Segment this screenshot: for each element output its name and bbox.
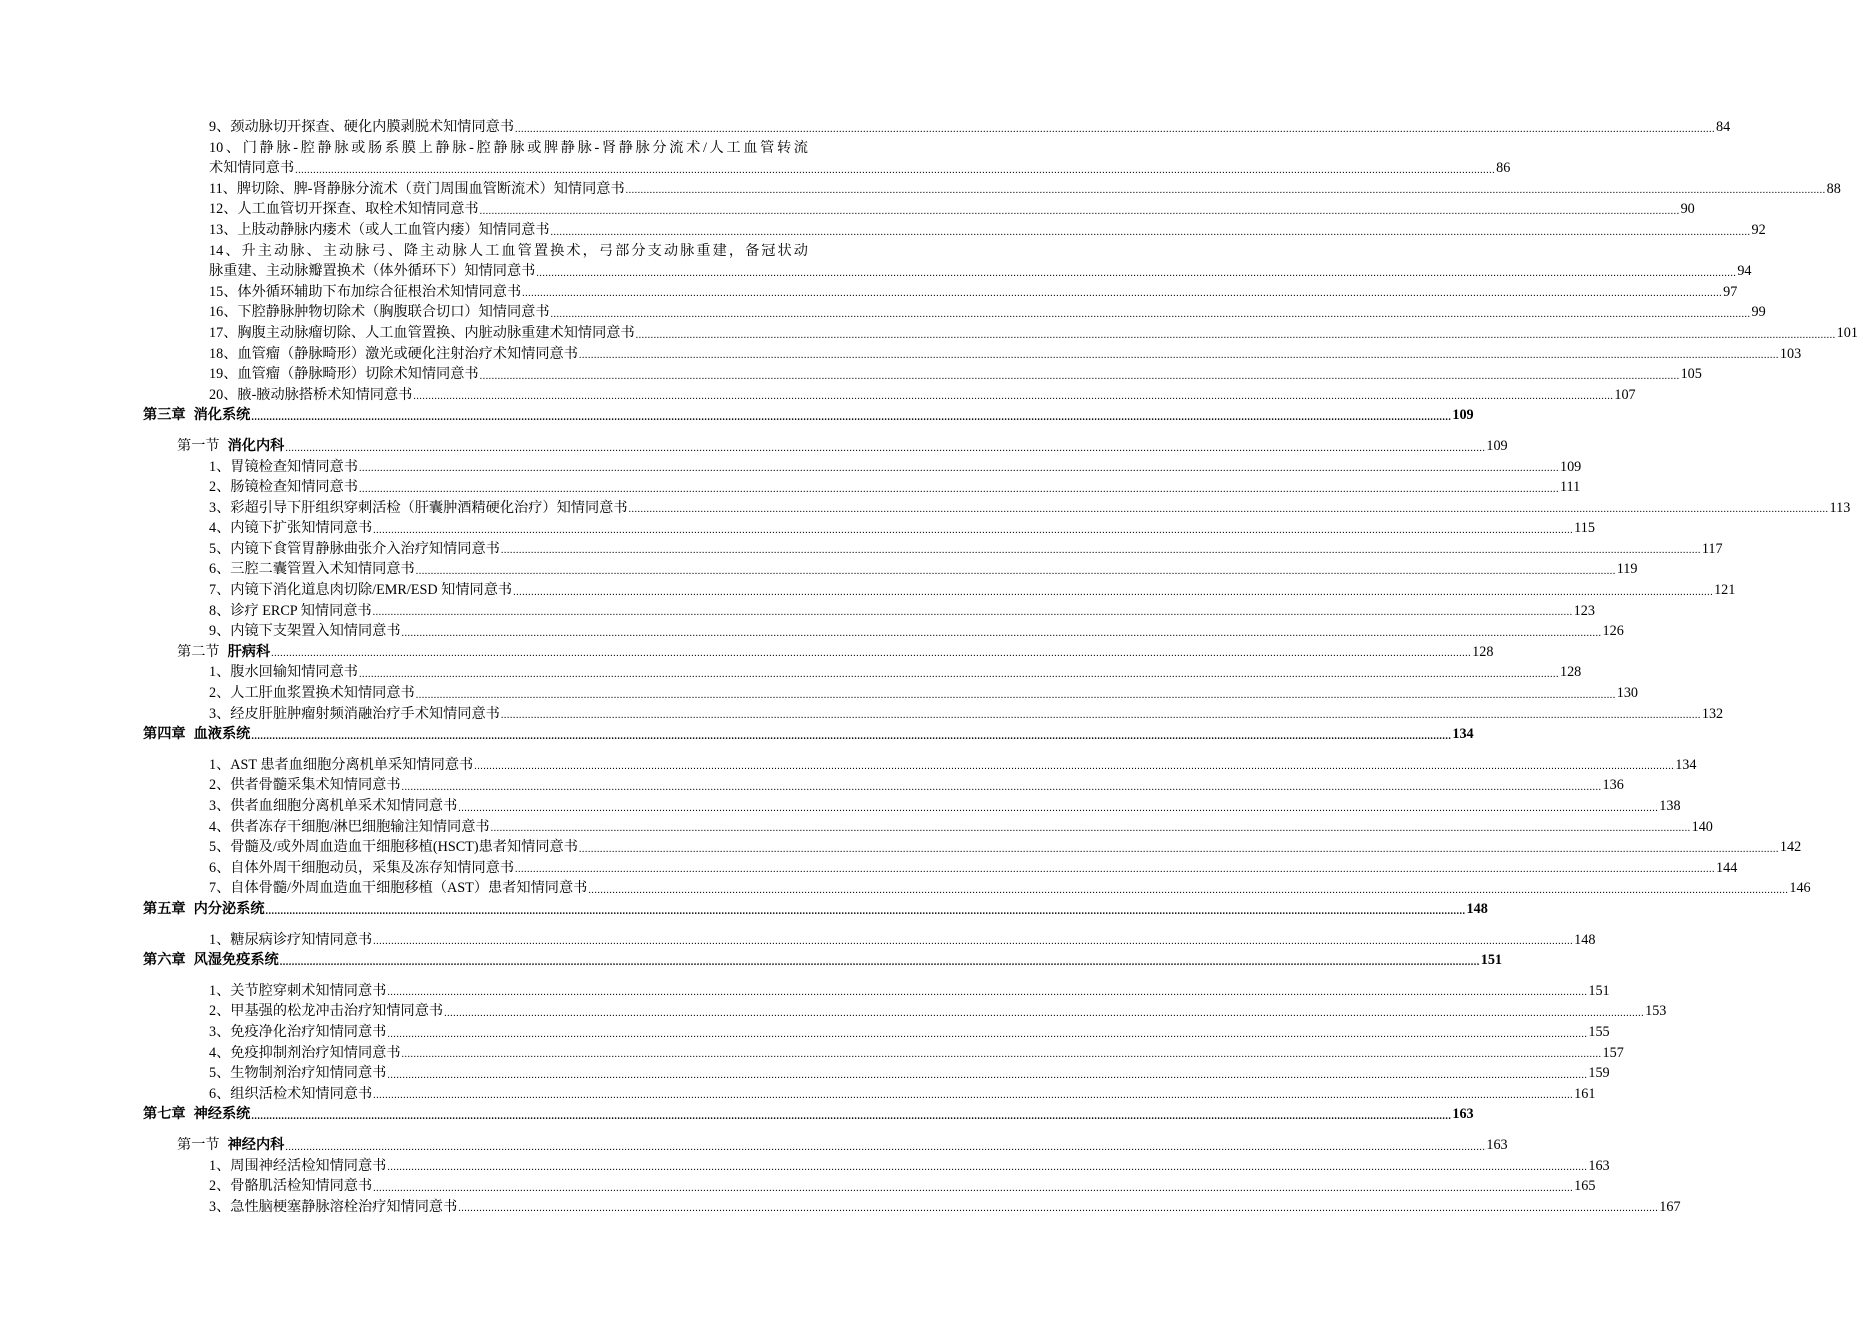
page-number: 103 xyxy=(1779,345,1802,362)
toc-entry[interactable] xyxy=(143,364,1702,385)
dot-leader: ................................................................................................................................................................................................................................................................................................................................................................................................................ xyxy=(536,267,1737,279)
toc-entry-label: 4、供者冻存干细胞/淋巴细胞输注知情同意书 xyxy=(209,818,490,835)
toc-chapter-label xyxy=(143,724,250,745)
dot-leader: ................................................................................................................................................................................................................................................................................................................................................................................................................ xyxy=(413,391,1614,403)
page-number: 148 xyxy=(1466,900,1488,917)
page-number: 163 xyxy=(1588,1157,1610,1174)
dot-leader: ................................................................................................................................................................................................................................................................................................................................................................................................................ xyxy=(588,884,1789,896)
page-number: 142 xyxy=(1779,839,1802,856)
toc-chapter[interactable] xyxy=(143,950,1502,971)
page-number: 165 xyxy=(1574,1178,1596,1195)
toc-entry[interactable] xyxy=(143,704,1724,725)
toc-entry[interactable] xyxy=(143,1001,1667,1022)
toc-entry[interactable] xyxy=(143,199,1695,220)
dot-leader: ................................................................................................................................................................................................................................................................................................................................................................................................................ xyxy=(372,607,1573,619)
page-number: 128 xyxy=(1472,643,1494,660)
toc-entry[interactable] xyxy=(143,302,1766,323)
toc-chapter-number: 第三章 xyxy=(143,407,186,424)
toc-entry-label: 13、上肢动静脉内瘘术（或人工血管内瘘）知情同意书 xyxy=(209,221,550,238)
toc-chapter-label xyxy=(143,899,265,920)
page-number: 148 xyxy=(1574,931,1596,948)
toc-entry[interactable] xyxy=(143,498,1851,519)
toc-entry-label: 6、自体外周干细胞动员，采集及冻存知情同意书 xyxy=(209,859,515,876)
dot-leader: ................................................................................................................................................................................................................................................................................................................................................................................................................ xyxy=(444,1007,1645,1019)
page-number: 167 xyxy=(1659,1198,1681,1215)
toc-entry-label: 5、生物制剂治疗知情同意书 xyxy=(209,1065,387,1082)
dot-leader: ................................................................................................................................................................................................................................................................................................................................................................................................................ xyxy=(373,1090,1574,1102)
toc-entry[interactable] xyxy=(143,1084,1596,1105)
toc-entry-label: 20、腋-腋动脉搭桥术知情同意书 xyxy=(209,386,413,403)
page-number: 101 xyxy=(1836,324,1858,341)
dot-leader: ................................................................................................................................................................................................................................................................................................................................................................................................................ xyxy=(373,524,1574,536)
dot-leader: ................................................................................................................................................................................................................................................................................................................................................................................................................ xyxy=(550,308,1751,320)
page-number: 140 xyxy=(1691,818,1713,835)
toc-entry[interactable] xyxy=(143,323,1858,344)
dot-leader: ................................................................................................................................................................................................................................................................................................................................................................................................................ xyxy=(522,288,1723,300)
toc-entry[interactable] xyxy=(143,1022,1610,1043)
page-number: 146 xyxy=(1789,880,1811,897)
toc-entry-label: 3、供者血细胞分离机单采术知情同意书 xyxy=(209,798,458,814)
table-of-contents xyxy=(143,117,1858,1217)
page-number: 157 xyxy=(1602,1044,1624,1061)
page-number: 88 xyxy=(1826,180,1841,197)
toc-entry[interactable] xyxy=(143,878,1811,899)
toc-chapter-title: 血液系统 xyxy=(193,726,251,743)
page-number: 128 xyxy=(1559,664,1582,681)
toc-section-label xyxy=(177,436,284,457)
dot-leader: ................................................................................................................................................................................................................................................................................................................................................................................................................ xyxy=(251,1110,1452,1122)
toc-entry-label: 脉重建、主动脉瓣置换术（体外循环下）知情同意书 xyxy=(209,263,536,280)
toc-entry-line: 14、升主动脉、主动脉弓、降主动脉人工血管置换术，弓部分支动脉重建，备冠状动 xyxy=(209,242,808,259)
dot-leader: ................................................................................................................................................................................................................................................................................................................................................................................................................ xyxy=(458,802,1659,814)
toc-entry[interactable] xyxy=(143,117,1731,138)
toc-chapter-label xyxy=(143,950,279,971)
toc-entry-label: 2、肠镜检查知情同意书 xyxy=(209,479,358,496)
dot-leader: ................................................................................................................................................................................................................................................................................................................................................................................................................ xyxy=(387,1028,1588,1040)
toc-entry-label: 18、血管瘤（静脉畸形）激光或硬化注射治疗术知情同意书 xyxy=(209,345,578,362)
toc-entry[interactable] xyxy=(143,1176,1596,1197)
page-number: 138 xyxy=(1659,798,1681,814)
toc-chapter[interactable] xyxy=(143,899,1488,920)
page-number: 153 xyxy=(1645,1003,1667,1020)
dot-leader: ................................................................................................................................................................................................................................................................................................................................................................................................................ xyxy=(625,185,1826,197)
toc-entry-label: 4、内镜下扩张知情同意书 xyxy=(209,520,373,537)
page-number: 163 xyxy=(1452,1106,1474,1123)
page-number: 126 xyxy=(1602,623,1624,640)
toc-section-title: 肝病科 xyxy=(227,643,271,660)
toc-section-title: 消化内科 xyxy=(227,437,285,454)
toc-chapter-title: 风湿免疫系统 xyxy=(193,952,279,969)
toc-chapter-label xyxy=(143,405,250,426)
toc-chapter-number: 第四章 xyxy=(143,726,186,743)
page-number: 132 xyxy=(1701,705,1724,722)
toc-entry[interactable] xyxy=(143,1156,1610,1177)
dot-leader: ................................................................................................................................................................................................................................................................................................................................................................................................................ xyxy=(628,504,1829,516)
toc-entry[interactable] xyxy=(143,1063,1610,1084)
toc-entry[interactable] xyxy=(143,344,1802,365)
toc-chapter[interactable] xyxy=(143,724,1474,745)
dot-leader: ................................................................................................................................................................................................................................................................................................................................................................................................................ xyxy=(358,463,1559,475)
toc-section-label xyxy=(177,1135,284,1156)
page-number: 130 xyxy=(1616,685,1639,702)
toc-entry-label: 6、组织活检术知情同意书 xyxy=(209,1085,373,1102)
page-number: 99 xyxy=(1751,304,1766,321)
dot-leader: ................................................................................................................................................................................................................................................................................................................................................................................................................ xyxy=(401,1049,1602,1061)
toc-chapter[interactable] xyxy=(143,1104,1474,1125)
toc-entry[interactable] xyxy=(143,930,1596,951)
page-number: 136 xyxy=(1602,777,1624,794)
toc-entry[interactable] xyxy=(143,559,1638,580)
page-number: 151 xyxy=(1588,982,1610,999)
page-number: 92 xyxy=(1751,221,1766,238)
toc-entry-label: 16、下腔静脉肿物切除术（胸腹联合切口）知情同意书 xyxy=(209,304,550,321)
dot-leader: ................................................................................................................................................................................................................................................................................................................................................................................................................ xyxy=(271,648,1472,660)
toc-section[interactable] xyxy=(143,436,1508,457)
page-number: 90 xyxy=(1680,201,1695,218)
toc-section[interactable] xyxy=(143,1135,1508,1156)
toc-entry-label: 17、胸腹主动脉瘤切除、人工血管置换、内脏动脉重建术知情同意书 xyxy=(209,324,635,341)
toc-entry-label: 9、内镜下支架置入知情同意书 xyxy=(209,623,401,640)
toc-entry[interactable] xyxy=(143,1197,1681,1218)
toc-entry[interactable] xyxy=(143,518,1595,539)
dot-leader: ................................................................................................................................................................................................................................................................................................................................................................................................................ xyxy=(387,1069,1588,1081)
toc-entry[interactable] xyxy=(143,621,1624,642)
dot-leader: ................................................................................................................................................................................................................................................................................................................................................................................................................ xyxy=(515,123,1716,135)
dot-leader: ................................................................................................................................................................................................................................................................................................................................................................................................................ xyxy=(358,483,1559,495)
page-number: 134 xyxy=(1675,756,1697,773)
dot-leader: ................................................................................................................................................................................................................................................................................................................................................................................................................ xyxy=(500,545,1701,557)
page-number: 113 xyxy=(1829,499,1851,516)
toc-entry[interactable] xyxy=(143,477,1581,498)
toc-entry-label: 1、周围神经活检知情同意书 xyxy=(209,1157,387,1174)
dot-leader: ................................................................................................................................................................................................................................................................................................................................................................................................................ xyxy=(401,627,1602,639)
page-number: 86 xyxy=(1496,160,1511,177)
toc-chapter-title: 消化系统 xyxy=(193,407,251,424)
toc-entry-label: 8、诊疗 ERCP 知情同意书 xyxy=(209,602,372,619)
dot-leader: ................................................................................................................................................................................................................................................................................................................................................................................................................ xyxy=(265,905,1466,917)
dot-leader: ................................................................................................................................................................................................................................................................................................................................................................................................................ xyxy=(373,936,1574,948)
toc-entry[interactable] xyxy=(143,261,1752,282)
page-number: 117 xyxy=(1701,540,1723,557)
toc-chapter-number: 第六章 xyxy=(143,952,186,969)
page-number: 94 xyxy=(1737,263,1752,280)
page-number: 155 xyxy=(1588,1023,1610,1040)
toc-entry[interactable] xyxy=(143,662,1582,683)
toc-entry-label: 1、糖尿病诊疗知情同意书 xyxy=(209,931,373,948)
toc-entry-label: 5、骨髓及/或外周血造血干细胞移植(HSCT)患者知情同意书 xyxy=(209,839,578,856)
toc-entry[interactable] xyxy=(143,385,1636,406)
toc-section-number: 第一节 xyxy=(177,1136,220,1153)
dot-leader: ................................................................................................................................................................................................................................................................................................................................................................................................................ xyxy=(479,370,1680,382)
toc-entry[interactable] xyxy=(143,282,1738,303)
toc-entry[interactable] xyxy=(143,158,1511,179)
page-number: 134 xyxy=(1452,726,1474,743)
dot-leader: ................................................................................................................................................................................................................................................................................................................................................................................................................ xyxy=(578,843,1779,855)
toc-entry-label: 2、骨骼肌活检知情同意书 xyxy=(209,1178,373,1195)
toc-chapter-title: 内分泌系统 xyxy=(193,900,265,917)
toc-chapter-number: 第五章 xyxy=(143,900,186,917)
toc-entry[interactable] xyxy=(143,220,1766,241)
dot-leader: ................................................................................................................................................................................................................................................................................................................................................................................................................ xyxy=(387,1162,1588,1174)
page-number: 163 xyxy=(1486,1136,1508,1153)
dot-leader: ................................................................................................................................................................................................................................................................................................................................................................................................................ xyxy=(479,205,1680,217)
toc-section[interactable] xyxy=(143,642,1494,663)
page-number: 109 xyxy=(1559,458,1582,475)
toc-entry-label: 12、人工血管切开探查、取栓术知情同意书 xyxy=(209,201,479,218)
dot-leader: ................................................................................................................................................................................................................................................................................................................................................................................................................ xyxy=(515,864,1716,876)
dot-leader: ................................................................................................................................................................................................................................................................................................................................................................................................................ xyxy=(373,1182,1574,1194)
page-number: 115 xyxy=(1574,520,1595,537)
toc-entry-label: 1、腹水回输知情同意书 xyxy=(209,664,358,681)
toc-chapter-label xyxy=(143,1104,250,1125)
toc-entry[interactable] xyxy=(143,796,1681,817)
toc-section-title: 神经内科 xyxy=(227,1136,285,1153)
dot-leader: ................................................................................................................................................................................................................................................................................................................................................................................................................ xyxy=(578,350,1779,362)
page-number: 119 xyxy=(1616,561,1638,578)
dot-leader: ................................................................................................................................................................................................................................................................................................................................................................................................................ xyxy=(490,823,1691,835)
page-number: 105 xyxy=(1680,366,1702,383)
dot-leader: ................................................................................................................................................................................................................................................................................................................................................................................................................ xyxy=(279,956,1480,968)
dot-leader: ................................................................................................................................................................................................................................................................................................................................................................................................................ xyxy=(401,782,1602,793)
dot-leader: ................................................................................................................................................................................................................................................................................................................................................................................................................ xyxy=(474,761,1675,773)
toc-chapter-number: 第七章 xyxy=(143,1106,186,1123)
dot-leader: ................................................................................................................................................................................................................................................................................................................................................................................................................ xyxy=(550,226,1751,238)
dot-leader: ................................................................................................................................................................................................................................................................................................................................................................................................................ xyxy=(500,710,1701,722)
toc-entry-label: 2、甲基强的松龙冲击治疗知情同意书 xyxy=(209,1003,444,1020)
toc-entry[interactable] xyxy=(143,981,1610,1002)
page-number: 121 xyxy=(1714,582,1736,599)
dot-leader: ................................................................................................................................................................................................................................................................................................................................................................................................................ xyxy=(387,987,1588,999)
dot-leader: ................................................................................................................................................................................................................................................................................................................................................................................................................ xyxy=(358,669,1559,681)
toc-entry-label: 19、血管瘤（静脉畸形）切除术知情同意书 xyxy=(209,366,479,383)
page-number: 161 xyxy=(1574,1085,1596,1102)
toc-entry[interactable] xyxy=(143,457,1582,478)
toc-entry-label: 2、供者骨髓采集术知情同意书 xyxy=(209,777,401,794)
toc-entry-label: 4、免疫抑制剂治疗知情同意书 xyxy=(209,1044,401,1061)
page-number: 84 xyxy=(1716,119,1731,135)
toc-entry-label: 3、彩超引导下肝组织穿刺活检（肝囊肿酒精硬化治疗）知情同意书 xyxy=(209,499,628,516)
toc-entry[interactable] xyxy=(143,601,1595,622)
toc-entry[interactable] xyxy=(143,539,1723,560)
toc-section-label xyxy=(177,642,270,663)
dot-leader: ................................................................................................................................................................................................................................................................................................................................................................................................................ xyxy=(635,329,1836,341)
dot-leader: ................................................................................................................................................................................................................................................................................................................................................................................................................ xyxy=(295,164,1496,176)
page-number: 107 xyxy=(1614,386,1636,403)
toc-entry-label: 3、急性脑梗塞静脉溶栓治疗知情同意书 xyxy=(209,1198,458,1215)
page-number: 151 xyxy=(1480,952,1502,969)
toc-entry[interactable] xyxy=(143,179,1841,200)
toc-entry-label: 1、关节腔穿刺术知情同意书 xyxy=(209,982,387,999)
toc-entry-label: 5、内镜下食管胃静脉曲张介入治疗知情同意书 xyxy=(209,540,500,557)
dot-leader: ................................................................................................................................................................................................................................................................................................................................................................................................................ xyxy=(458,1203,1659,1215)
page-number: 159 xyxy=(1588,1065,1610,1082)
toc-entry-label: 术知情同意书 xyxy=(209,160,295,177)
page-number: 144 xyxy=(1716,859,1738,876)
toc-entry[interactable] xyxy=(143,817,1713,838)
toc-chapter-title: 神经系统 xyxy=(193,1106,251,1123)
toc-entry-label: 6、三腔二囊管置入术知情同意书 xyxy=(209,561,415,578)
dot-leader: ................................................................................................................................................................................................................................................................................................................................................................................................................ xyxy=(285,1141,1486,1153)
toc-entry[interactable] xyxy=(143,858,1738,879)
toc-section-number: 第二节 xyxy=(177,643,220,660)
toc-entry[interactable] xyxy=(143,683,1639,704)
page-number: 123 xyxy=(1573,602,1595,619)
toc-entry-label: 7、内镜下消化道息肉切除/EMR/ESD 知情同意书 xyxy=(209,582,513,599)
page-number: 109 xyxy=(1486,437,1508,454)
toc-section-number: 第一节 xyxy=(177,437,220,454)
toc-entry-label: 15、体外循环辅助下布加综合征根治术知情同意书 xyxy=(209,283,522,300)
dot-leader: ................................................................................................................................................................................................................................................................................................................................................................................................................ xyxy=(415,689,1616,701)
toc-entry-label: 3、免疫净化治疗知情同意书 xyxy=(209,1023,387,1040)
dot-leader: ................................................................................................................................................................................................................................................................................................................................................................................................................ xyxy=(251,411,1452,423)
toc-entry-line: 10、门静脉-腔静脉或肠系膜上静脉-腔静脉或脾静脉-肾静脉分流术/人工血管转流 xyxy=(209,139,808,156)
toc-entry[interactable] xyxy=(143,1043,1624,1064)
toc-chapter[interactable] xyxy=(143,405,1474,426)
toc-entry[interactable] xyxy=(143,775,1624,796)
toc-entry-label: 1、胃镜检查知情同意书 xyxy=(209,458,358,475)
toc-entry-label: 2、人工肝血浆置换术知情同意书 xyxy=(209,685,415,702)
toc-entry[interactable] xyxy=(143,580,1736,601)
dot-leader: ................................................................................................................................................................................................................................................................................................................................................................................................................ xyxy=(251,730,1452,742)
page-number: 111 xyxy=(1559,479,1581,496)
toc-entry[interactable] xyxy=(143,837,1802,858)
dot-leader: ................................................................................................................................................................................................................................................................................................................................................................................................................ xyxy=(513,586,1714,598)
page-number: 109 xyxy=(1452,407,1474,424)
toc-entry-label: 9、颈动脉切开探查、硬化内膜剥脱术知情同意书 xyxy=(209,119,515,135)
toc-entry[interactable] xyxy=(143,755,1697,776)
toc-entry-label: 7、自体骨髓/外周血造血干细胞移植（AST）患者知情同意书 xyxy=(209,880,588,897)
dot-leader: ................................................................................................................................................................................................................................................................................................................................................................................................................ xyxy=(415,566,1616,578)
toc-entry-label: 11、脾切除、脾-肾静脉分流术（贲门周围血管断流术）知情同意书 xyxy=(209,180,625,197)
toc-entry-label: 1、AST 患者血细胞分离机单采知情同意书 xyxy=(209,756,474,773)
page-number: 97 xyxy=(1723,283,1738,300)
dot-leader: ................................................................................................................................................................................................................................................................................................................................................................................................................ xyxy=(285,442,1486,454)
toc-entry-label: 3、经皮肝脏肿瘤射频消融治疗手术知情同意书 xyxy=(209,705,500,722)
